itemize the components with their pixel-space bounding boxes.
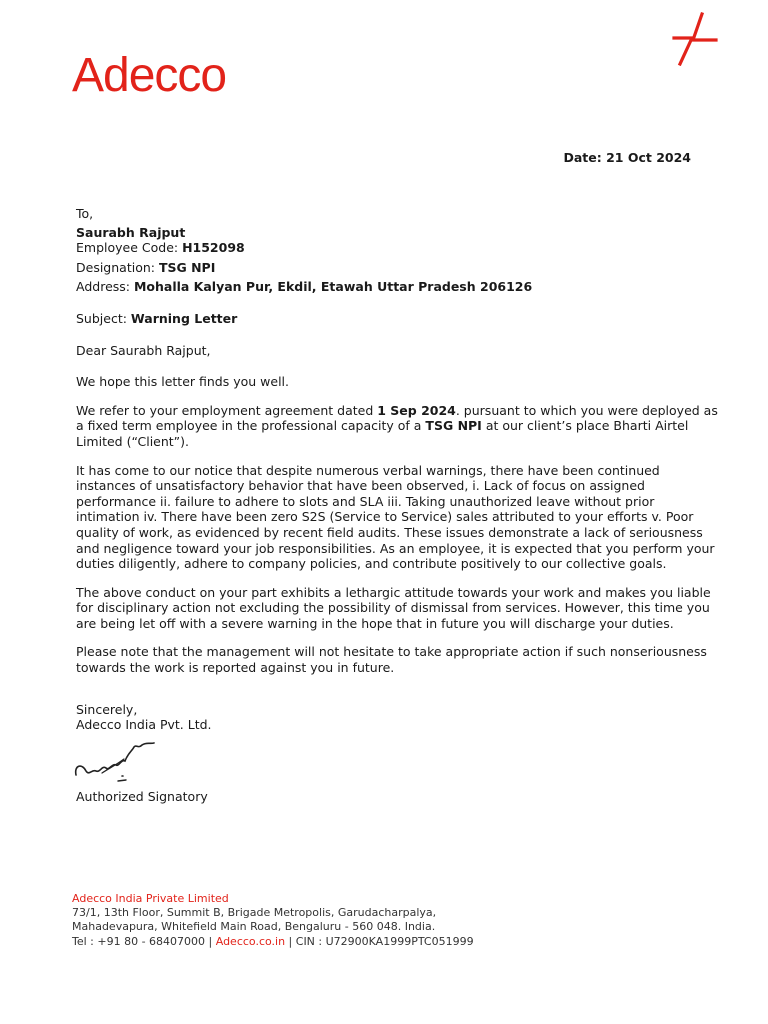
paragraph-greeting: We hope this letter finds you well. <box>76 374 290 390</box>
footer-contact: Tel : +91 80 - 68407000 | Adecco.co.in | CIN : U72900KA1999PTC051999 <box>72 934 474 948</box>
paragraph-warning: The above conduct on your part exhibits a lethargic attitude towards your work and makes you liable for disciplinary action not excluding the possibility of dismissal from services. However, this time you are being let off with a severe warning in the hope that in future you will discharge your duties. <box>76 584 711 631</box>
designation: TSG NPI <box>158 259 216 275</box>
closing-sincerely: Sincerely, <box>76 701 138 717</box>
signature-icon <box>72 735 172 787</box>
employee-code: H152098 <box>182 240 245 256</box>
address: Mohalla Kalyan Pur, Ekdil, Etawah Uttar Pradesh 206126 <box>133 279 533 295</box>
signature-area <box>76 733 718 789</box>
employee-code-line: Employee Code: H152098 <box>76 240 245 256</box>
to-line: To, <box>76 206 94 221</box>
address-line: Address: Mohalla Kalyan Pur, Ekdil, Etawah Uttar Pradesh 206126 <box>76 279 533 295</box>
paragraph-agreement: We refer to your employment agreement dated 1 Sep 2024. pursuant to which you were deployed as a fixed term employee in the professional capacity of a TSG NPI at our client’s place Bharti Airtel Limited (“Client”). <box>76 402 718 449</box>
footer-company: Adecco India Private Limited <box>72 892 229 905</box>
adecco-brand-mark-icon <box>670 10 722 66</box>
footer-address-1: 73/1, 13th Floor, Summit B, Brigade Metropolis, Garudacharpalya, <box>72 906 437 920</box>
agreement-date: 1 Sep 2024 <box>377 402 456 418</box>
subject-value: Warning Letter <box>130 310 238 326</box>
adecco-logo: Adecco <box>72 49 227 102</box>
recipient-name: Saurabh Rajput <box>76 224 186 240</box>
role: TSG NPI <box>425 418 482 434</box>
footer-address-2: Mahadevapura, Whitefield Main Road, Bengaluru - 560 048. India. <box>72 920 436 934</box>
authorized-signatory: Authorized Signatory <box>76 788 208 804</box>
subject-line: Subject: Warning Letter <box>76 310 238 326</box>
closing-company: Adecco India Pvt. Ltd. <box>76 717 212 733</box>
paragraph-note: Please note that the management will not hesitate to take appropriate action if such nonseriousness towards the work is reported against you in future. <box>76 644 707 676</box>
footer-website-link[interactable]: Adecco.co.in <box>215 934 286 948</box>
salutation: Dear Saurabh Rajput, <box>76 342 211 358</box>
letter-body <box>76 206 718 804</box>
letter-date: Date: 21 Oct 2024 <box>563 150 691 165</box>
paragraph-conduct: It has come to our notice that despite numerous verbal warnings, there have been continued instances of unsatisfactory behavior that have been observed, i. Lack of focus on assigned performance ii. failure to adhere to slots and SLA iii. Taking unauthorized leave without prior intimation iv. There have been zero S2S (Service to Service) sales attributed to your efforts v. Poor quality of work, as evidenced by recent field audits. These issues demonstrate a lack of seriousness and negligence toward your job responsibilities. As an employee, it is expected that you perform your duties diligently, adhere to company policies, and contribute positively to our collective goals. <box>76 462 715 572</box>
designation-line: Designation: TSG NPI <box>76 259 216 275</box>
footer <box>72 892 474 949</box>
